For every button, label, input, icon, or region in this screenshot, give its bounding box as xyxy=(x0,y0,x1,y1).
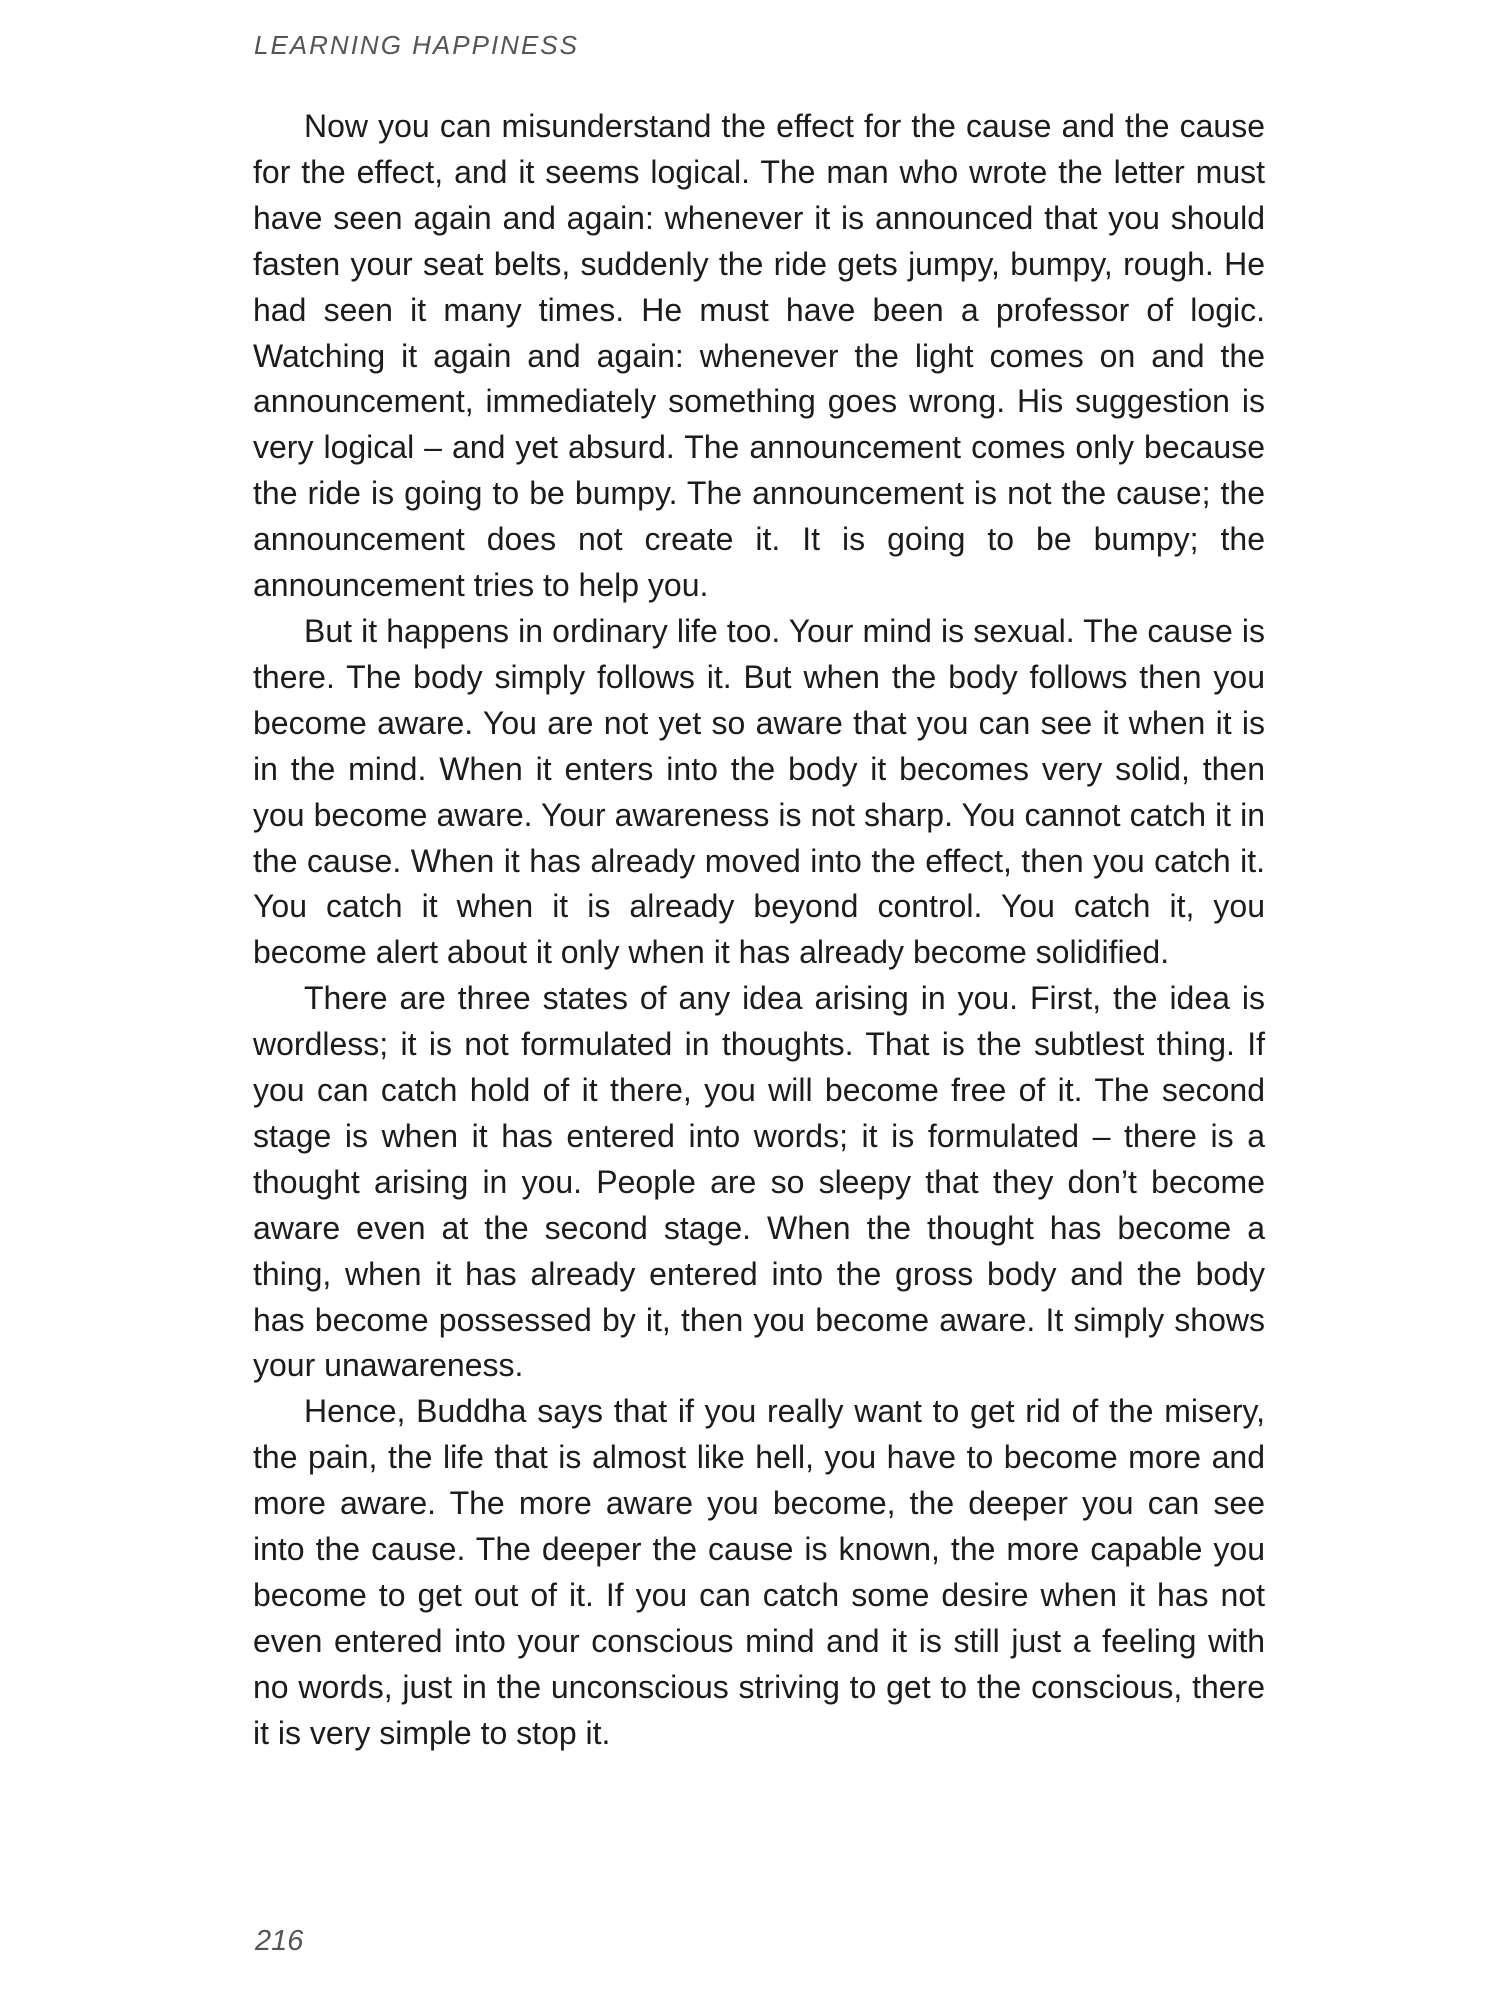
paragraph: There are three states of any idea arising in you. First, the idea is wordless; it is not formulated in thoughts. That is the subtlest thing. If you can catch hold of it there, you will become free of it. The second stage is when it has entered into words; it is formulated – there is a thought arising in you. People are so sleepy that they don’t become aware even at the second stage. When the thought has become a thing, when it has already entered into the gross body and the body has become possessed by it, then you become aware. It simply shows your unawareness. xyxy=(253,980,1265,1384)
page-number: 216 xyxy=(255,1925,304,1957)
paragraph: Now you can misunderstand the effect for the cause and the cause for the effect, and it seems logical. The man who wrote the letter must have seen again and again: whenever it is announced that you should fasten your seat belts, suddenly the ride gets jumpy, bumpy, rough. He had seen it many times. He must have been a professor of logic. Watching it again and again: whenever the light comes on and the announcement, immediately something goes wrong. His suggestion is very logical – and yet absurd. The announcement comes only because the ride is going to be bumpy. The announcement is not the cause; the announcement does not create it. It is going to be bumpy; the announcement tries to help you. xyxy=(253,108,1265,604)
body-text xyxy=(253,104,1265,1757)
paragraph: But it happens in ordinary life too. Your mind is sexual. The cause is there. The body simply follows it. But when the body follows then you become aware. You are not yet so aware that you can see it when it is in the mind. When it enters into the body it becomes very solid, then you become aware. Your awareness is not sharp. You cannot catch it in the cause. When it has already moved into the effect, then you catch it. You catch it when it is already beyond control. You catch it, you become alert about it only when it has already become solidified. xyxy=(253,612,1265,971)
running-head: LEARNING HAPPINESS xyxy=(254,30,579,60)
paragraph: Hence, Buddha says that if you really want to get rid of the misery, the pain, the life that is almost like hell, you have to become more and more aware. The more aware you become, the deeper you can see into the cause. The deeper the cause is known, the more capable you become to get out of it. If you can catch some desire when it has not even entered into your conscious mind and it is still just a feeling with no words, just in the unconscious striving to get to the conscious, there it is very simple to stop it. xyxy=(253,1393,1265,1751)
